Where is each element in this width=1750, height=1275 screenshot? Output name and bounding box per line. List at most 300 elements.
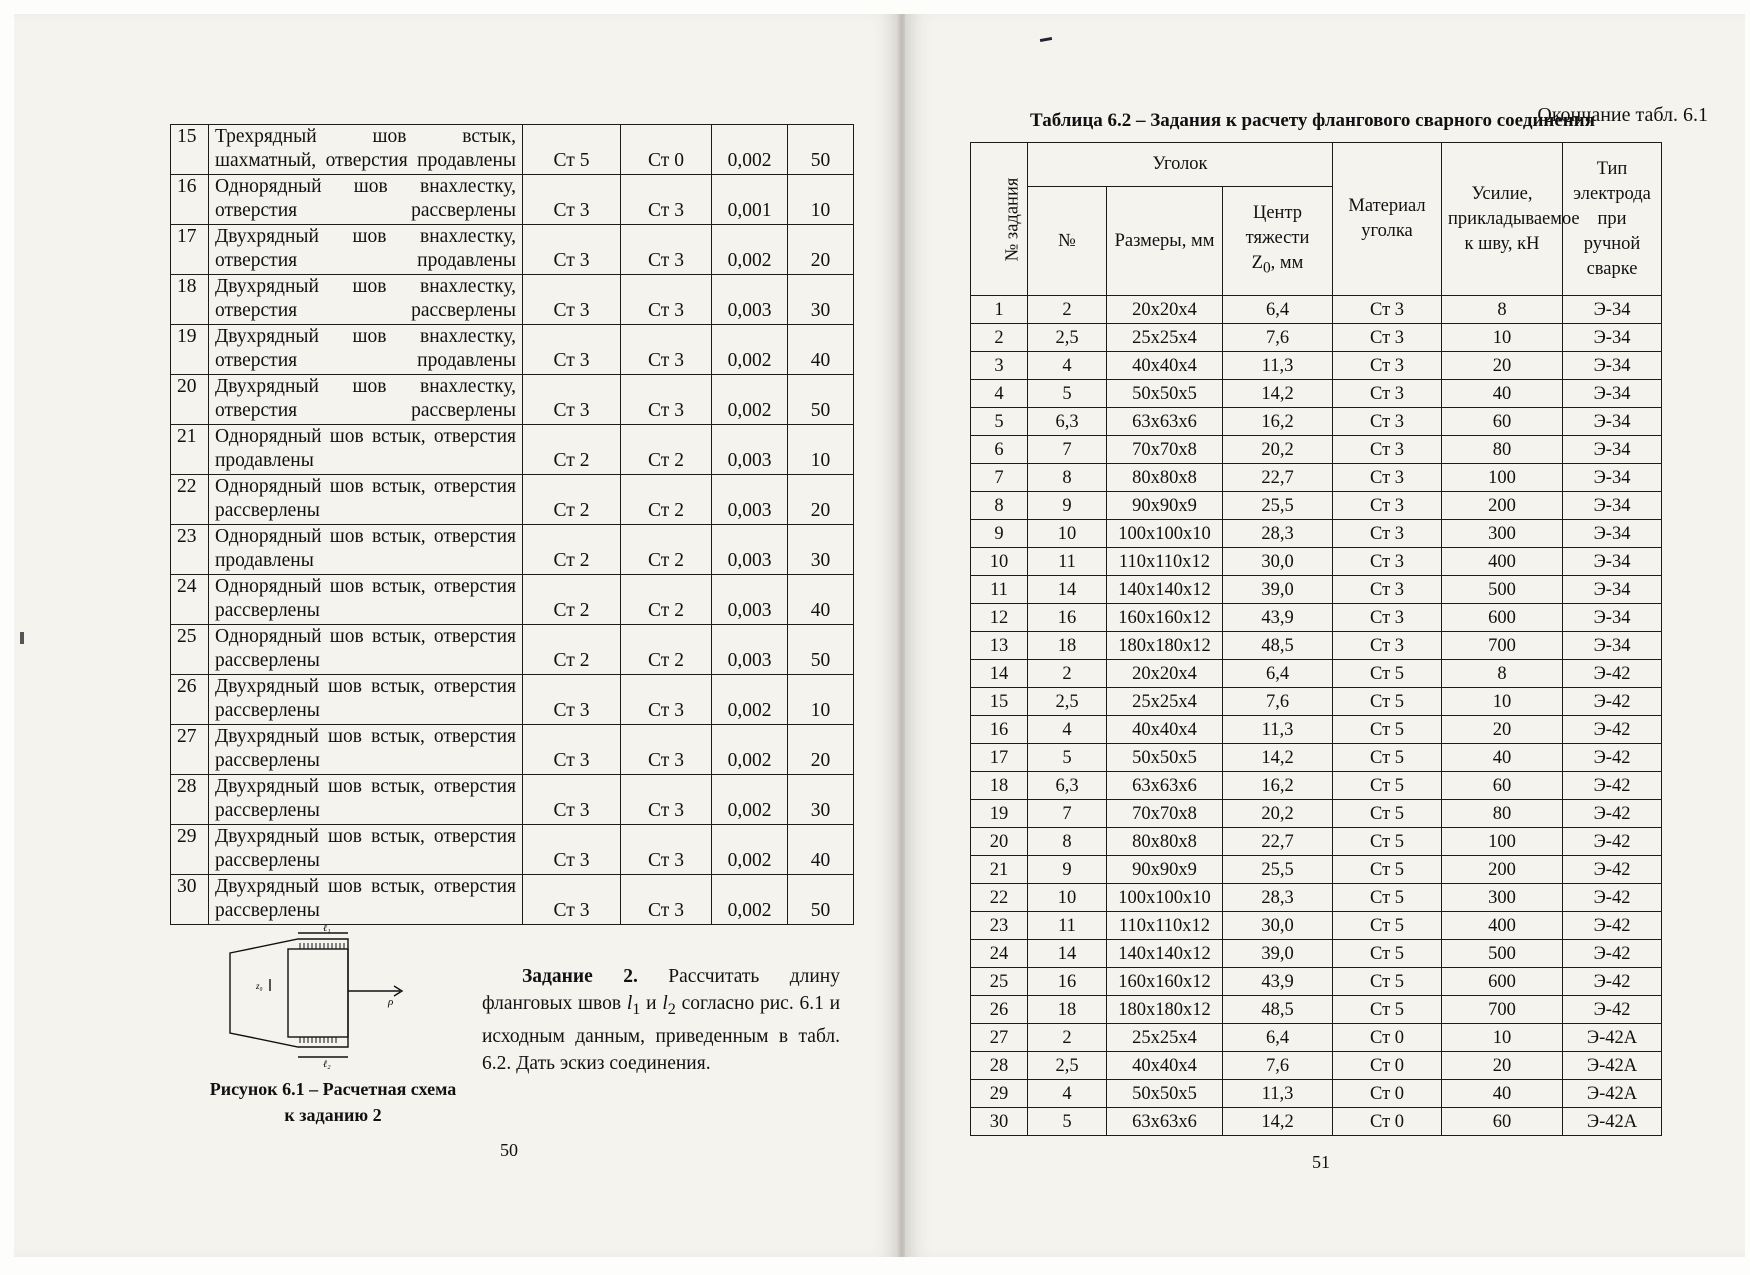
- angle-number: 18: [1028, 632, 1107, 660]
- material-1: Ст 3: [523, 675, 621, 725]
- task-number: 27: [971, 1024, 1028, 1052]
- calculation-scheme-figure: [228, 925, 408, 1070]
- row-number: 16: [171, 175, 209, 225]
- force-value: 40: [788, 325, 854, 375]
- task-number: 14: [971, 660, 1028, 688]
- table-row: [971, 912, 1662, 940]
- material-1: Ст 3: [523, 825, 621, 875]
- table-row: [171, 125, 854, 175]
- center-of-gravity: 6,4: [1223, 296, 1333, 324]
- coefficient: 0,003: [712, 575, 788, 625]
- task-description: Однорядный шов встык, отверстия рассверлены: [209, 575, 523, 625]
- applied-force: 600: [1442, 968, 1563, 996]
- angle-number: 16: [1028, 968, 1107, 996]
- angle-material: Ст 3: [1333, 604, 1442, 632]
- center-of-gravity: 25,5: [1223, 856, 1333, 884]
- center-of-gravity: 6,4: [1223, 1024, 1333, 1052]
- task-description: Однорядный шов встык, отверстия продавлены: [209, 525, 523, 575]
- center-of-gravity: 6,4: [1223, 660, 1333, 688]
- angle-material: Ст 5: [1333, 996, 1442, 1024]
- symbol-l2: l: [662, 993, 668, 1014]
- table-row: [971, 940, 1662, 968]
- force-value: 20: [788, 475, 854, 525]
- force-value: 30: [788, 525, 854, 575]
- task-description: Двухрядный шов внахлестку, отверстия рассверлены: [209, 275, 523, 325]
- center-of-gravity: 30,0: [1223, 548, 1333, 576]
- applied-force: 100: [1442, 464, 1563, 492]
- table-row: [971, 828, 1662, 856]
- force-value: 10: [788, 175, 854, 225]
- electrode-type: Э-42: [1563, 660, 1662, 688]
- electrode-type: Э-42: [1563, 800, 1662, 828]
- material-2: Ст 2: [621, 475, 712, 525]
- table-row: [971, 772, 1662, 800]
- coefficient: 0,002: [712, 675, 788, 725]
- force-value: 10: [788, 675, 854, 725]
- electrode-type: Э-34: [1563, 632, 1662, 660]
- applied-force: 400: [1442, 912, 1563, 940]
- center-of-gravity: 43,9: [1223, 604, 1333, 632]
- angle-material: Ст 3: [1333, 464, 1442, 492]
- table-row: [971, 856, 1662, 884]
- angle-material: Ст 5: [1333, 884, 1442, 912]
- force-value: 50: [788, 375, 854, 425]
- material-1: Ст 2: [523, 575, 621, 625]
- task-description: Трехрядный шов встык, шахматный, отверстия продавлены: [209, 125, 523, 175]
- table-row: [971, 520, 1662, 548]
- applied-force: 200: [1442, 492, 1563, 520]
- angle-number: 2,5: [1028, 1052, 1107, 1080]
- angle-size: 110x110x12: [1107, 912, 1223, 940]
- table-row: [971, 660, 1662, 688]
- material-1: Ст 3: [523, 325, 621, 375]
- table-row: [971, 744, 1662, 772]
- angle-size: 160x160x12: [1107, 968, 1223, 996]
- angle-number: 11: [1028, 912, 1107, 940]
- material-1: Ст 3: [523, 275, 621, 325]
- electrode-type: Э-34: [1563, 408, 1662, 436]
- angle-number: 10: [1028, 884, 1107, 912]
- task-number: 15: [971, 688, 1028, 716]
- angle-material: Ст 5: [1333, 912, 1442, 940]
- angle-number: 18: [1028, 996, 1107, 1024]
- table-row: [171, 425, 854, 475]
- angle-size: 70x70x8: [1107, 436, 1223, 464]
- applied-force: 20: [1442, 716, 1563, 744]
- page-number: 51: [1312, 1152, 1330, 1172]
- material-2: Ст 3: [621, 875, 712, 925]
- figure-caption-line: к заданию 2: [284, 1105, 382, 1125]
- angle-material: Ст 3: [1333, 492, 1442, 520]
- electrode-type: Э-34: [1563, 604, 1662, 632]
- table-row: [171, 475, 854, 525]
- angle-size: 100x100x10: [1107, 520, 1223, 548]
- applied-force: 20: [1442, 1052, 1563, 1080]
- table-row: [171, 225, 854, 275]
- electrode-type: Э-42: [1563, 968, 1662, 996]
- table-row: [971, 380, 1662, 408]
- row-number: 15: [171, 125, 209, 175]
- electrode-type: Э-42А: [1563, 1024, 1662, 1052]
- row-number: 22: [171, 475, 209, 525]
- applied-force: 60: [1442, 772, 1563, 800]
- angle-material: Ст 3: [1333, 380, 1442, 408]
- material-2: Ст 2: [621, 575, 712, 625]
- angle-number: 9: [1028, 492, 1107, 520]
- task-number: 19: [971, 800, 1028, 828]
- gusset-plate-outline: [230, 939, 348, 1047]
- material-1: Ст 2: [523, 625, 621, 675]
- figure-caption: [188, 1076, 478, 1128]
- angle-size: 25x25x4: [1107, 324, 1223, 352]
- table-6-2: [970, 142, 1662, 1136]
- label-p: ρ: [388, 996, 394, 1008]
- label-l1: ℓ₁: [323, 925, 331, 934]
- center-of-gravity: 39,0: [1223, 576, 1333, 604]
- task-description: Однорядный шов встык, отверстия рассверлены: [209, 475, 523, 525]
- electrode-type: Э-42: [1563, 940, 1662, 968]
- weld-hatching: [300, 943, 344, 1043]
- table-row: [971, 688, 1662, 716]
- force-value: 50: [788, 125, 854, 175]
- angle-material: Ст 3: [1333, 520, 1442, 548]
- material-2: Ст 3: [621, 725, 712, 775]
- table-row: [171, 325, 854, 375]
- applied-force: 40: [1442, 380, 1563, 408]
- table-row: [971, 604, 1662, 632]
- angle-number: 2: [1028, 660, 1107, 688]
- applied-force: 100: [1442, 828, 1563, 856]
- force-value: 40: [788, 575, 854, 625]
- electrode-type: Э-34: [1563, 380, 1662, 408]
- symbol-l2-sub: 2: [667, 999, 676, 1018]
- angle-material: Ст 5: [1333, 940, 1442, 968]
- applied-force: 700: [1442, 996, 1563, 1024]
- table-row: [171, 675, 854, 725]
- label-l2: ℓ₂: [323, 1059, 331, 1070]
- electrode-type: Э-42А: [1563, 1108, 1662, 1136]
- task-number: 21: [971, 856, 1028, 884]
- electrode-type: Э-42А: [1563, 1080, 1662, 1108]
- angle-material: Ст 3: [1333, 632, 1442, 660]
- applied-force: 700: [1442, 632, 1563, 660]
- center-of-gravity: 22,7: [1223, 464, 1333, 492]
- electrode-type: Э-42А: [1563, 1052, 1662, 1080]
- angle-material: Ст 3: [1333, 324, 1442, 352]
- task-number: 2: [971, 324, 1028, 352]
- angle-profile: [288, 949, 348, 1037]
- angle-number: 4: [1028, 1080, 1107, 1108]
- header-electrode: Тип электрода при ручной сварке: [1563, 143, 1662, 296]
- task-number: 24: [971, 940, 1028, 968]
- task-number: 1: [971, 296, 1028, 324]
- center-of-gravity: 16,2: [1223, 408, 1333, 436]
- center-of-gravity: 28,3: [1223, 884, 1333, 912]
- task-number: 3: [971, 352, 1028, 380]
- table-6-2-title: Таблица 6.2 – Задания к расчету флангового сварного соединения: [1030, 110, 1595, 131]
- task-description: Двухрядный шов встык, отверстия рассверлены: [209, 675, 523, 725]
- angle-size: 63x63x6: [1107, 772, 1223, 800]
- task-description: Двухрядный шов встык, отверстия рассверлены: [209, 875, 523, 925]
- center-of-gravity: 7,6: [1223, 688, 1333, 716]
- coefficient: 0,002: [712, 825, 788, 875]
- table-row: [971, 436, 1662, 464]
- angle-number: 6,3: [1028, 772, 1107, 800]
- table-row: [971, 996, 1662, 1024]
- task-number: 11: [971, 576, 1028, 604]
- angle-material: Ст 3: [1333, 436, 1442, 464]
- header-task-number: № задания: [971, 143, 1028, 296]
- coefficient: 0,002: [712, 725, 788, 775]
- material-1: Ст 3: [523, 225, 621, 275]
- angle-material: Ст 5: [1333, 660, 1442, 688]
- angle-material: Ст 5: [1333, 856, 1442, 884]
- task-number: 23: [971, 912, 1028, 940]
- task-description: Однорядный шов встык, отверстия продавлены: [209, 425, 523, 475]
- force-value: 10: [788, 425, 854, 475]
- table-6-2-body: [971, 296, 1662, 1136]
- table-row: [971, 576, 1662, 604]
- electrode-type: Э-34: [1563, 548, 1662, 576]
- angle-number: 14: [1028, 940, 1107, 968]
- table-row: [971, 464, 1662, 492]
- row-number: 27: [171, 725, 209, 775]
- header-center-of-gravity: Центр тяжести $Z_0$, мм: [1223, 187, 1333, 296]
- task-description: Двухрядный шов встык, отверстия рассверлены: [209, 725, 523, 775]
- coefficient: 0,003: [712, 625, 788, 675]
- task-number: 9: [971, 520, 1028, 548]
- material-2: Ст 3: [621, 825, 712, 875]
- angle-number: 5: [1028, 1108, 1107, 1136]
- center-of-gravity: 11,3: [1223, 716, 1333, 744]
- angle-number: 4: [1028, 352, 1107, 380]
- coefficient: 0,003: [712, 275, 788, 325]
- task-number: 16: [971, 716, 1028, 744]
- figure-caption-line: Рисунок 6.1 – Расчетная схема: [209, 1079, 457, 1099]
- table-6-1-body: [171, 125, 854, 925]
- angle-size: 180x180x12: [1107, 632, 1223, 660]
- angle-number: 2,5: [1028, 688, 1107, 716]
- force-value: 50: [788, 625, 854, 675]
- table-row: [171, 375, 854, 425]
- table-row: [971, 492, 1662, 520]
- angle-number: 2,5: [1028, 324, 1107, 352]
- force-value: 30: [788, 275, 854, 325]
- row-number: 18: [171, 275, 209, 325]
- coefficient: 0,002: [712, 325, 788, 375]
- row-number: 21: [171, 425, 209, 475]
- angle-size: 80x80x8: [1107, 464, 1223, 492]
- table-row: [971, 716, 1662, 744]
- center-of-gravity: 7,6: [1223, 324, 1333, 352]
- material-2: Ст 3: [621, 775, 712, 825]
- table-row: [971, 352, 1662, 380]
- angle-size: 25x25x4: [1107, 1024, 1223, 1052]
- header-force: Усилие, прикладываемое к шву, кН: [1442, 143, 1563, 296]
- task-number: 13: [971, 632, 1028, 660]
- force-value: 30: [788, 775, 854, 825]
- material-1: Ст 3: [523, 875, 621, 925]
- table-row: [171, 825, 854, 875]
- electrode-type: Э-34: [1563, 576, 1662, 604]
- angle-material: Ст 5: [1333, 716, 1442, 744]
- center-of-gravity: 11,3: [1223, 352, 1333, 380]
- electrode-type: Э-42: [1563, 996, 1662, 1024]
- applied-force: 200: [1442, 856, 1563, 884]
- row-number: 25: [171, 625, 209, 675]
- force-value: 20: [788, 725, 854, 775]
- row-number: 28: [171, 775, 209, 825]
- angle-size: 90x90x9: [1107, 492, 1223, 520]
- task-number: 29: [971, 1080, 1028, 1108]
- angle-size: 25x25x4: [1107, 688, 1223, 716]
- electrode-type: Э-42: [1563, 828, 1662, 856]
- angle-number: 8: [1028, 464, 1107, 492]
- electrode-type: Э-34: [1563, 492, 1662, 520]
- electrode-type: Э-42: [1563, 856, 1662, 884]
- angle-size: 20x20x4: [1107, 296, 1223, 324]
- angle-material: Ст 0: [1333, 1108, 1442, 1136]
- table-row: [971, 1080, 1662, 1108]
- task-number: 7: [971, 464, 1028, 492]
- symbol-l1: l: [626, 993, 633, 1014]
- angle-number: 7: [1028, 436, 1107, 464]
- assignment-label: Задание 2.: [522, 966, 638, 987]
- center-of-gravity: 22,7: [1223, 828, 1333, 856]
- material-2: Ст 2: [621, 525, 712, 575]
- center-of-gravity: 30,0: [1223, 912, 1333, 940]
- table-row: [971, 800, 1662, 828]
- scan-mark: [20, 632, 24, 644]
- angle-size: 100x100x10: [1107, 884, 1223, 912]
- material-1: Ст 2: [523, 525, 621, 575]
- angle-number: 7: [1028, 800, 1107, 828]
- applied-force: 80: [1442, 436, 1563, 464]
- coefficient: 0,003: [712, 425, 788, 475]
- coefficient: 0,002: [712, 375, 788, 425]
- electrode-type: Э-42: [1563, 688, 1662, 716]
- task-number: 22: [971, 884, 1028, 912]
- angle-number: 5: [1028, 744, 1107, 772]
- table-row: [171, 625, 854, 675]
- table-row: [171, 775, 854, 825]
- angle-size: 110x110x12: [1107, 548, 1223, 576]
- task-number: 8: [971, 492, 1028, 520]
- electrode-type: Э-34: [1563, 296, 1662, 324]
- task-number: 6: [971, 436, 1028, 464]
- table-row: [971, 1024, 1662, 1052]
- row-number: 24: [171, 575, 209, 625]
- center-of-gravity: 16,2: [1223, 772, 1333, 800]
- row-number: 23: [171, 525, 209, 575]
- applied-force: 10: [1442, 1024, 1563, 1052]
- angle-number: 5: [1028, 380, 1107, 408]
- material-2: Ст 2: [621, 425, 712, 475]
- applied-force: 20: [1442, 352, 1563, 380]
- applied-force: 500: [1442, 576, 1563, 604]
- material-1: Ст 2: [523, 425, 621, 475]
- angle-size: 40x40x4: [1107, 352, 1223, 380]
- center-of-gravity: 20,2: [1223, 800, 1333, 828]
- table-row: [971, 1052, 1662, 1080]
- coefficient: 0,002: [712, 875, 788, 925]
- electrode-type: Э-42: [1563, 772, 1662, 800]
- coefficient: 0,003: [712, 475, 788, 525]
- center-of-gravity: 48,5: [1223, 632, 1333, 660]
- task-number: 18: [971, 772, 1028, 800]
- force-value: 20: [788, 225, 854, 275]
- angle-size: 180x180x12: [1107, 996, 1223, 1024]
- angle-number: 11: [1028, 548, 1107, 576]
- header-material: Материал уголка: [1333, 143, 1442, 296]
- table-row: [971, 548, 1662, 576]
- center-of-gravity: 20,2: [1223, 436, 1333, 464]
- table-row: [971, 968, 1662, 996]
- row-number: 26: [171, 675, 209, 725]
- task-number: 26: [971, 996, 1028, 1024]
- assignment-and: и: [640, 993, 663, 1014]
- table-row: [171, 725, 854, 775]
- coefficient: 0,002: [712, 775, 788, 825]
- angle-material: Ст 5: [1333, 688, 1442, 716]
- angle-size: 50x50x5: [1107, 744, 1223, 772]
- task-description: Двухрядный шов внахлестку, отверстия продавлены: [209, 325, 523, 375]
- task-description: Однорядный шов внахлестку, отверстия рассверлены: [209, 175, 523, 225]
- assignment-body-rest: согласно рис. 6.1 и исходным данным, приведенным в табл. 6.2. Дать эскиз соединения.: [482, 993, 841, 1074]
- table-row: [171, 275, 854, 325]
- angle-number: 8: [1028, 828, 1107, 856]
- task-number: 5: [971, 408, 1028, 436]
- task-description: Однорядный шов встык, отверстия рассверлены: [209, 625, 523, 675]
- applied-force: 500: [1442, 940, 1563, 968]
- header-sizes: Размеры, мм: [1107, 187, 1223, 296]
- center-of-gravity: 14,2: [1223, 1108, 1333, 1136]
- material-2: Ст 3: [621, 225, 712, 275]
- angle-material: Ст 3: [1333, 408, 1442, 436]
- angle-material: Ст 0: [1333, 1024, 1442, 1052]
- angle-size: 140x140x12: [1107, 576, 1223, 604]
- electrode-type: Э-34: [1563, 352, 1662, 380]
- table-row: [971, 1108, 1662, 1136]
- electrode-type: Э-34: [1563, 436, 1662, 464]
- angle-number: 2: [1028, 296, 1107, 324]
- table-continuation-caption: Окончание табл. 6.1: [1537, 104, 1708, 126]
- angle-size: 80x80x8: [1107, 828, 1223, 856]
- task-number: 20: [971, 828, 1028, 856]
- angle-size: 160x160x12: [1107, 604, 1223, 632]
- angle-number: 14: [1028, 576, 1107, 604]
- material-1: Ст 5: [523, 125, 621, 175]
- angle-material: Ст 3: [1333, 296, 1442, 324]
- table-row: [171, 525, 854, 575]
- angle-size: 40x40x4: [1107, 1052, 1223, 1080]
- table-6-1-continuation: [170, 124, 854, 925]
- applied-force: 300: [1442, 520, 1563, 548]
- angle-number: 16: [1028, 604, 1107, 632]
- center-of-gravity: 28,3: [1223, 520, 1333, 548]
- force-value: 50: [788, 875, 854, 925]
- angle-size: 40x40x4: [1107, 716, 1223, 744]
- material-2: Ст 3: [621, 275, 712, 325]
- applied-force: 40: [1442, 744, 1563, 772]
- applied-force: 600: [1442, 604, 1563, 632]
- row-number: 17: [171, 225, 209, 275]
- angle-size: 70x70x8: [1107, 800, 1223, 828]
- material-2: Ст 3: [621, 325, 712, 375]
- table-row: [171, 175, 854, 225]
- row-number: 19: [171, 325, 209, 375]
- row-number: 29: [171, 825, 209, 875]
